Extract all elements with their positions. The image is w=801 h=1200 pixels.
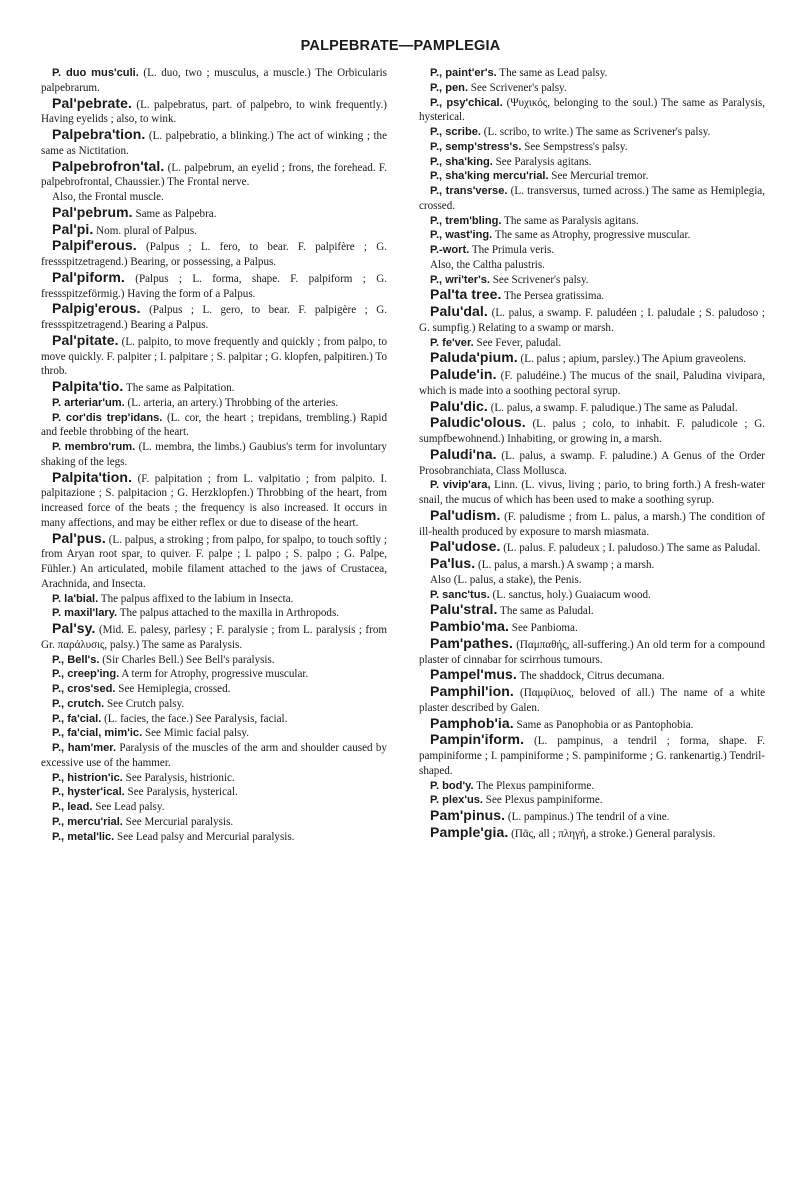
- dictionary-entry: [419, 825, 765, 842]
- dictionary-entry: [41, 741, 387, 771]
- entry-definition: (Πᾶς, all ; πληγή, a stroke.) General paralysis.: [508, 827, 716, 840]
- entry-headword: P., mercu'rial.: [52, 815, 123, 828]
- dictionary-entry: [41, 411, 387, 441]
- running-head: PALPEBRATE—PAMPLEGIA: [300, 38, 501, 54]
- dictionary-entry: [41, 771, 387, 786]
- entry-headword: Pample'gia.: [430, 823, 509, 840]
- dictionary-entry: [419, 184, 765, 214]
- dictionary-entry: [419, 619, 765, 636]
- entry-headword: Pampin'iform.: [430, 731, 525, 748]
- entry-definition: The shaddock, Citrus decumana.: [516, 670, 665, 683]
- entry-definition: Paralysis of the muscles of the arm and shoulder caused by excessive use of the hammer.: [41, 742, 387, 769]
- entry-headword: P., sha'king.: [430, 155, 493, 168]
- entry-headword: P. maxil'lary.: [52, 607, 118, 620]
- entry-headword: P., sha'king mercu'rial.: [430, 170, 549, 183]
- entry-headword: Pal'pitate.: [52, 331, 119, 348]
- entry-definition: (L. cor, the heart ; trepidans, trembling.) Rapid and feeble throbbing of the heart.: [41, 411, 387, 439]
- entry-headword: P., scribe.: [430, 126, 481, 138]
- entry-definition: (Palpus ; L. gero, to bear. F. palpigère ; G. fressspitzetragend.) Bearing a Palpus.: [41, 304, 387, 331]
- dictionary-entry: [41, 653, 387, 668]
- entry-definition: See Panbioma.: [509, 622, 578, 634]
- dictionary-entry: [419, 399, 765, 416]
- entry-headword: P. sanc'tus.: [430, 588, 490, 601]
- entry-headword: Pal'ta tree.: [430, 286, 502, 303]
- entry-definition: Linn. (L. vivus, living ; pario, to bring forth.) A fresh-water snail, the mucus of which has been used to make a soothing syrup.: [419, 479, 765, 506]
- entry-definition: (F. paludéine.) The mucus of the snail, Paludina vivipara, which is made into a soothing pectoral syrup.: [419, 370, 765, 397]
- entry-definition: The same as Lead palsy.: [496, 67, 608, 79]
- dictionary-entry: [419, 96, 765, 126]
- dictionary-entry: [419, 350, 765, 367]
- entry-definition: (L. palus. F. paludeux ; I. paludoso.) The same as Paludal.: [500, 542, 761, 555]
- entry-headword: P.-wort.: [430, 244, 470, 256]
- entry-definition: The Primula veris.: [469, 244, 555, 256]
- dictionary-entry: [41, 712, 387, 727]
- entry-headword: P., metal'lic.: [52, 830, 115, 843]
- dictionary-entry: [419, 336, 765, 351]
- dictionary-entry: [419, 155, 765, 170]
- entry-definition: See Scrivener's palsy.: [468, 81, 567, 94]
- entry-headword: P., wri'ter's.: [430, 273, 490, 286]
- dictionary-entry: [419, 304, 765, 336]
- entry-definition: (L. palus, a swamp. F. paludine.) A Genus of the Order Prosobranchiata, Class Mollusca.: [419, 449, 765, 477]
- dictionary-entry: [419, 556, 765, 573]
- dictionary-entry: [419, 573, 765, 588]
- entry-headword: P., cros'sed.: [52, 683, 116, 695]
- entry-definition: The same as Palpitation.: [123, 382, 235, 394]
- entry-definition: A term for Atrophy, progressive muscular.: [119, 668, 309, 681]
- entry-definition: The same as Paralysis agitans.: [501, 214, 639, 227]
- entry-definition: (Παμφίλιος, beloved of all.) The name of a white plaster described by Galen.: [419, 687, 765, 714]
- entry-definition: See Mimic facial palsy.: [142, 727, 249, 740]
- entry-headword: P., histrion'ic.: [52, 771, 123, 784]
- dictionary-entry: [41, 96, 387, 128]
- entry-headword: P., wast'ing.: [430, 229, 493, 242]
- entry-headword: Palu'dic.: [430, 397, 488, 414]
- entry-headword: Pam'pinus.: [430, 807, 506, 823]
- entry-headword: P. duo mus'culi.: [52, 67, 139, 79]
- dictionary-entry: [41, 66, 387, 96]
- entry-headword: Palpig'erous.: [52, 300, 141, 317]
- entry-definition: Also (L. palus, a stake), the Penis.: [430, 573, 582, 586]
- entry-definition: See Mercurial paralysis.: [122, 815, 234, 828]
- dictionary-entry: [419, 602, 765, 619]
- entry-definition: Same as Palpebra.: [132, 207, 217, 220]
- dictionary-entry: [419, 588, 765, 603]
- entry-definition: (L. palpus, a stroking ; from palpo, for spalpo, to touch softly ; from Aryan root spar, to quiver. F. palpe ; I. palpo ; S. palpo ; G. Palpe, Fühler.) An articulated, mobile filament attached to the jaws of Crustacea, Arachnida, and Insecta.: [41, 533, 387, 590]
- entry-headword: P., hyster'ical.: [52, 786, 125, 799]
- entry-headword: P. bod'y.: [430, 779, 474, 792]
- dictionary-entry: [419, 140, 765, 155]
- entry-headword: Palude'in.: [430, 366, 497, 382]
- entry-definition: See Mercurial tremor.: [548, 170, 649, 183]
- dictionary-entry: [419, 667, 765, 684]
- dictionary-entry: [41, 830, 387, 845]
- entry-headword: Pal'pus.: [52, 529, 106, 546]
- dictionary-entry: [41, 667, 387, 682]
- entry-headword: Pal'pebrate.: [52, 94, 133, 111]
- entry-definition: Also, the Caltha palustris.: [430, 258, 545, 271]
- entry-definition: (L. pampinus.) The tendril of a vine.: [505, 811, 670, 823]
- dictionary-entry: [41, 270, 387, 302]
- entry-definition: (L. palus ; apium, parsley.) The Apium graveolens.: [517, 353, 747, 366]
- dictionary-entry: [41, 127, 387, 159]
- dictionary-entry: [419, 66, 765, 81]
- entry-definition: (Sir Charles Bell.) See Bell's paralysis.: [99, 653, 275, 666]
- entry-definition: See Hemiplegia, crossed.: [115, 683, 231, 695]
- entry-definition: (L. sanctus, holy.) Guaiacum wood.: [489, 588, 651, 601]
- dictionary-entry: [41, 470, 387, 531]
- entry-headword: P. la'bial.: [52, 592, 99, 605]
- entry-definition: (F. palpitation ; from L. valpitatio ; from palpito. I. palpitazione ; S. palpitacion ; G. Herzklopfen.) Throbbing of the heart, from increased force of the beats ; the frequency is also increased. It occurs in many affections, and may be either reflex or due to disease of the heart.: [41, 472, 387, 529]
- entry-headword: Palpebra'tion.: [52, 126, 146, 142]
- entry-headword: Pal'pi.: [52, 220, 94, 237]
- entry-headword: Palpita'tio.: [52, 378, 124, 394]
- dictionary-entry: [41, 815, 387, 830]
- dictionary-entry: [41, 621, 387, 653]
- entry-definition: (L. duo, two ; musculus, a muscle.) The Orbicularis palpebrarum.: [41, 67, 387, 94]
- dictionary-entry: [419, 808, 765, 825]
- entry-headword: P., ham'mer.: [52, 742, 117, 754]
- entry-headword: Palpebrofron'tal.: [52, 157, 165, 174]
- entry-headword: P., trans'verse.: [430, 185, 508, 197]
- entry-headword: P. cor'dis trep'idans.: [52, 411, 163, 424]
- entry-headword: P., paint'er's.: [430, 67, 497, 79]
- entry-headword: P., fa'cial.: [52, 712, 102, 725]
- dictionary-entry: [419, 287, 765, 304]
- dictionary-entry: [41, 726, 387, 741]
- entry-headword: P., semp'stress's.: [430, 140, 522, 153]
- entry-definition: (L. palus ; colo, to inhabit. F. paludicole ; G. sumpfbewohnend.) Inhabiting, or growing in, a marsh.: [419, 418, 765, 445]
- dictionary-entry: [419, 81, 765, 96]
- entry-headword: P., pen.: [430, 81, 469, 94]
- entry-definition: (L. palus, a swamp. F. paludique.) The same as Paludal.: [487, 401, 738, 414]
- entry-headword: Paluda'pium.: [430, 349, 518, 366]
- entry-headword: Pamphob'ia.: [430, 714, 514, 731]
- entry-definition: (L. palpebrum, an eyelid ; frons, the forehead. F. palpebrofrontal, Chaussier.) The Frontal nerve.: [41, 161, 387, 189]
- entry-definition: The same as Atrophy, progressive muscular.: [492, 229, 691, 242]
- dictionary-entry: [419, 793, 765, 808]
- dictionary-entry: [419, 169, 765, 184]
- entry-definition: (Παμπαθής, all-suffering.) An old term for a compound plaster of cinnabar for scirrhous tumours.: [419, 638, 765, 666]
- entry-headword: P., psy'chical.: [430, 96, 503, 109]
- entry-definition: (Palpus ; L. forma, shape. F. palpiform ; G. fressspitzeförmig.) Having the form of a Palpus.: [41, 272, 387, 300]
- entry-definition: (L. pampinus, a tendril ; forma, shape. F. pampiniforme ; I. pampiniforme ; S. pampiniforme ; G. rankenartig.) Tendril-shaped.: [419, 735, 765, 777]
- entry-headword: Palpita'tion.: [52, 468, 133, 485]
- dictionary-entry: [41, 697, 387, 712]
- entry-definition: See Crutch palsy.: [104, 697, 185, 710]
- entry-definition: (L. palpebratio, a blinking.) The act of winking ; the same as Nictitation.: [41, 130, 387, 157]
- entry-definition: Nom. plural of Palpus.: [93, 224, 197, 237]
- dictionary-entry: [419, 258, 765, 273]
- entry-headword: P. vivip'ara,: [430, 479, 491, 492]
- entry-headword: Pal'pebrum.: [52, 203, 133, 220]
- entry-definition: The Persea gratissima.: [501, 290, 605, 303]
- entry-headword: P. membro'rum.: [52, 441, 136, 453]
- dictionary-entry: [41, 592, 387, 607]
- dictionary-entry: [419, 478, 765, 508]
- dictionary-entry: [41, 379, 387, 396]
- dictionary-entry: [419, 447, 765, 479]
- dictionary-entry: [419, 508, 765, 540]
- dictionary-entry: [41, 333, 387, 379]
- dictionary-entry: [419, 367, 765, 399]
- dictionary-entry: [41, 396, 387, 411]
- dictionary-entry: [41, 205, 387, 222]
- dictionary-entry: [419, 214, 765, 229]
- dictionary-entry: [41, 531, 387, 592]
- entry-definition: See Plexus pampiniforme.: [483, 794, 603, 807]
- entry-headword: Pal'sy.: [52, 620, 96, 636]
- entry-headword: P., trem'bling.: [430, 214, 502, 227]
- entry-definition: (L. transversus, turned across.) The same as Hemiplegia, crossed.: [419, 185, 765, 212]
- entry-headword: P., crutch.: [52, 697, 105, 710]
- dictionary-entry: [41, 440, 387, 470]
- entry-headword: Pa'lus.: [430, 555, 476, 571]
- dictionary-entry: [41, 159, 387, 191]
- dictionary-entry: [41, 190, 387, 205]
- entry-definition: (L. scribo, to write.) The same as Scrivener's palsy.: [480, 126, 711, 138]
- dictionary-entry: [419, 415, 765, 447]
- entry-headword: Paludic'olous.: [430, 414, 526, 431]
- entry-headword: P. fe'ver.: [430, 336, 474, 349]
- dictionary-entry: [419, 636, 765, 668]
- left-column: [41, 66, 387, 844]
- entry-headword: Pal'udose.: [430, 538, 501, 555]
- dictionary-entry: [419, 273, 765, 288]
- dictionary-entry: [419, 684, 765, 716]
- entry-definition: The Plexus pampiniforme.: [473, 779, 595, 792]
- dictionary-entry: [41, 785, 387, 800]
- entry-definition: The palpus attached to the maxilla in Arthropods.: [117, 607, 340, 620]
- entry-headword: Palpif'erous.: [52, 237, 137, 254]
- dictionary-entry: [41, 800, 387, 815]
- dictionary-entry: [41, 238, 387, 270]
- entry-definition: See Lead palsy and Mercurial paralysis.: [114, 830, 295, 843]
- entry-headword: Pal'udism.: [430, 506, 501, 523]
- entry-definition: The same as Paludal.: [497, 605, 594, 618]
- entry-definition: (Ψυχικός, belonging to the soul.) The same as Paralysis, hysterical.: [419, 96, 765, 124]
- entry-definition: The palpus affixed to the labium in Insecta.: [98, 592, 294, 605]
- entry-definition: (Palpus ; L. fero, to bear. F. palpifère ; G. fressspitzetragend.) Bearing, or possessing, a Palpus.: [41, 241, 387, 268]
- dictionary-entry: [419, 779, 765, 794]
- entry-headword: Pal'piform.: [52, 268, 125, 285]
- entry-definition: (L. palpito, to move frequently and quickly ; from palpo, to move quickly. F. palpiter ; I. palpitare ; S. palpitar ; G. klopfen, palpitiren.) To throb.: [41, 335, 387, 378]
- entry-headword: Pamphil'ion.: [430, 683, 514, 699]
- entry-definition: See Paralysis agitans.: [492, 155, 592, 168]
- entry-headword: Pam'pathes.: [430, 634, 514, 651]
- entry-definition: See Sempstress's palsy.: [521, 140, 628, 153]
- entry-definition: (Mid. E. palesy, parlesy ; F. paralysie ; from L. paralysis ; from Gr. παράλυσις, palsy.) The same as Paralysis.: [41, 624, 387, 651]
- right-column: [419, 66, 765, 842]
- dictionary-entry: [41, 682, 387, 697]
- entry-definition: See Paralysis, histrionic.: [122, 771, 235, 784]
- entry-headword: P., creep'ing.: [52, 668, 120, 681]
- dictionary-entry: [419, 539, 765, 556]
- entry-definition: Also, the Frontal muscle.: [52, 191, 164, 203]
- entry-headword: P., Bell's.: [52, 653, 100, 666]
- entry-definition: (L. palpebratus, part. of palpebro, to wink frequently.) Having eyelids ; also, to wink.: [41, 98, 387, 126]
- entry-definition: Same as Panophobia or as Pantophobia.: [513, 718, 694, 731]
- entry-headword: P., fa'cial, mim'ic.: [52, 727, 143, 740]
- entry-headword: P., lead.: [52, 801, 93, 813]
- dictionary-entry: [41, 222, 387, 239]
- entry-definition: (L. palus, a swamp. F. paludéen ; I. paludale ; S. paludoso ; G. sumpfig.) Relating to a swamp or marsh.: [419, 307, 765, 334]
- dictionary-entry: [419, 716, 765, 733]
- dictionary-entry: [419, 243, 765, 258]
- entry-definition: (L. palus, a marsh.) A swamp ; a marsh.: [475, 559, 655, 571]
- entry-definition: (L. arteria, an artery.) Throbbing of the arteries.: [124, 396, 339, 409]
- dictionary-entry: [419, 125, 765, 140]
- entry-headword: Paludi'na.: [430, 445, 497, 462]
- entry-definition: See Fever, paludal.: [473, 336, 562, 349]
- entry-definition: See Lead palsy.: [92, 801, 165, 813]
- entry-headword: Pampel'mus.: [430, 666, 517, 683]
- dictionary-entry: [419, 228, 765, 243]
- entry-definition: See Scrivener's palsy.: [489, 273, 589, 286]
- entry-headword: Pambio'ma.: [430, 618, 510, 634]
- dictionary-entry: [419, 732, 765, 778]
- entry-definition: See Paralysis, hysterical.: [124, 786, 238, 799]
- dictionary-entry: [41, 301, 387, 333]
- entry-definition: (F. paludisme ; from L. palus, a marsh.) The condition of ill-health produced by exposure to marsh miasmata.: [419, 510, 765, 538]
- entry-headword: P. arteriar'um.: [52, 396, 125, 409]
- entry-definition: (L. facies, the face.) See Paralysis, facial.: [101, 712, 288, 725]
- entry-headword: P. plex'us.: [430, 794, 483, 807]
- dictionary-entry: [41, 606, 387, 621]
- entry-definition: (L. membra, the limbs.) Gaubius's term for involuntary shaking of the legs.: [41, 441, 387, 468]
- entry-headword: Palu'stral.: [430, 601, 498, 618]
- entry-headword: Palu'dal.: [430, 303, 488, 319]
